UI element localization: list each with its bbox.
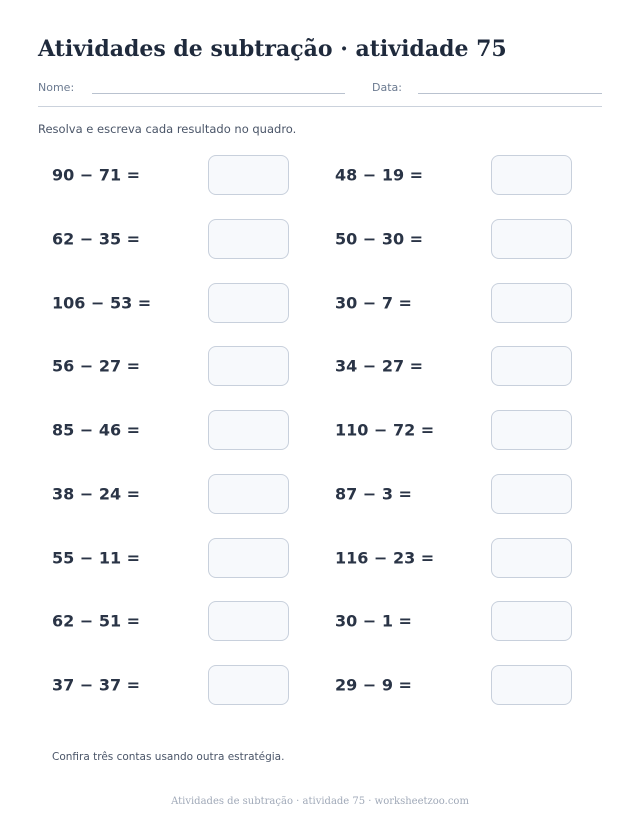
- answer-box[interactable]: [208, 346, 289, 386]
- answer-box[interactable]: [208, 665, 289, 705]
- answer-box[interactable]: [491, 601, 572, 641]
- problem-expression: 48 − 19 =: [335, 165, 424, 185]
- answer-box[interactable]: [491, 155, 572, 195]
- problem-expression: 116 − 23 =: [335, 548, 435, 568]
- problem-right-2: [335, 219, 595, 259]
- problem-expression: 29 − 9 =: [335, 675, 412, 695]
- problem-right-4: [335, 346, 595, 386]
- name-label: Nome:: [38, 81, 75, 94]
- problem-right-3: [335, 283, 595, 323]
- answer-box[interactable]: [208, 601, 289, 641]
- header-divider: [38, 106, 602, 107]
- answer-box[interactable]: [208, 219, 289, 259]
- problem-left-8: [52, 601, 312, 641]
- answer-box[interactable]: [491, 538, 572, 578]
- worksheet-title: Atividades de subtração · atividade 75: [38, 36, 507, 62]
- answer-box[interactable]: [491, 665, 572, 705]
- problem-expression: 90 − 71 =: [52, 165, 141, 185]
- answer-box[interactable]: [208, 283, 289, 323]
- answer-box[interactable]: [208, 410, 289, 450]
- problem-expression: 110 − 72 =: [335, 420, 435, 440]
- footer-note: Confira três contas usando outra estratégia.: [52, 751, 285, 763]
- problem-expression: 62 − 35 =: [52, 229, 141, 249]
- problem-expression: 55 − 11 =: [52, 548, 141, 568]
- answer-box[interactable]: [491, 346, 572, 386]
- problem-right-5: [335, 410, 595, 450]
- problem-expression: 85 − 46 =: [52, 420, 141, 440]
- problem-expression: 56 − 27 =: [52, 356, 141, 376]
- problem-expression: 62 − 51 =: [52, 611, 141, 631]
- problem-left-5: [52, 410, 312, 450]
- date-line[interactable]: [418, 93, 602, 94]
- answer-box[interactable]: [208, 538, 289, 578]
- problem-expression: 34 − 27 =: [335, 356, 424, 376]
- answer-box[interactable]: [208, 155, 289, 195]
- problem-expression: 30 − 7 =: [335, 293, 412, 313]
- answer-box[interactable]: [208, 474, 289, 514]
- problem-right-8: [335, 601, 595, 641]
- problem-right-9: [335, 665, 595, 705]
- answer-box[interactable]: [491, 219, 572, 259]
- problem-left-1: [52, 155, 312, 195]
- problem-expression: 30 − 1 =: [335, 611, 412, 631]
- name-line[interactable]: [92, 93, 345, 94]
- problem-right-1: [335, 155, 595, 195]
- problem-expression: 50 − 30 =: [335, 229, 424, 249]
- problem-expression: 87 − 3 =: [335, 484, 412, 504]
- instructions: Resolva e escreva cada resultado no quadro.: [38, 122, 297, 136]
- problem-expression: 106 − 53 =: [52, 293, 152, 313]
- problem-right-7: [335, 538, 595, 578]
- problem-left-7: [52, 538, 312, 578]
- answer-box[interactable]: [491, 474, 572, 514]
- problem-left-9: [52, 665, 312, 705]
- problem-expression: 38 − 24 =: [52, 484, 141, 504]
- problem-left-6: [52, 474, 312, 514]
- problem-left-2: [52, 219, 312, 259]
- problem-expression: 37 − 37 =: [52, 675, 141, 695]
- page-footer: Atividades de subtração · atividade 75 · worksheetzoo.com: [171, 796, 469, 807]
- date-label: Data:: [372, 81, 402, 94]
- answer-box[interactable]: [491, 283, 572, 323]
- problem-left-3: [52, 283, 312, 323]
- answer-box[interactable]: [491, 410, 572, 450]
- problem-right-6: [335, 474, 595, 514]
- problem-left-4: [52, 346, 312, 386]
